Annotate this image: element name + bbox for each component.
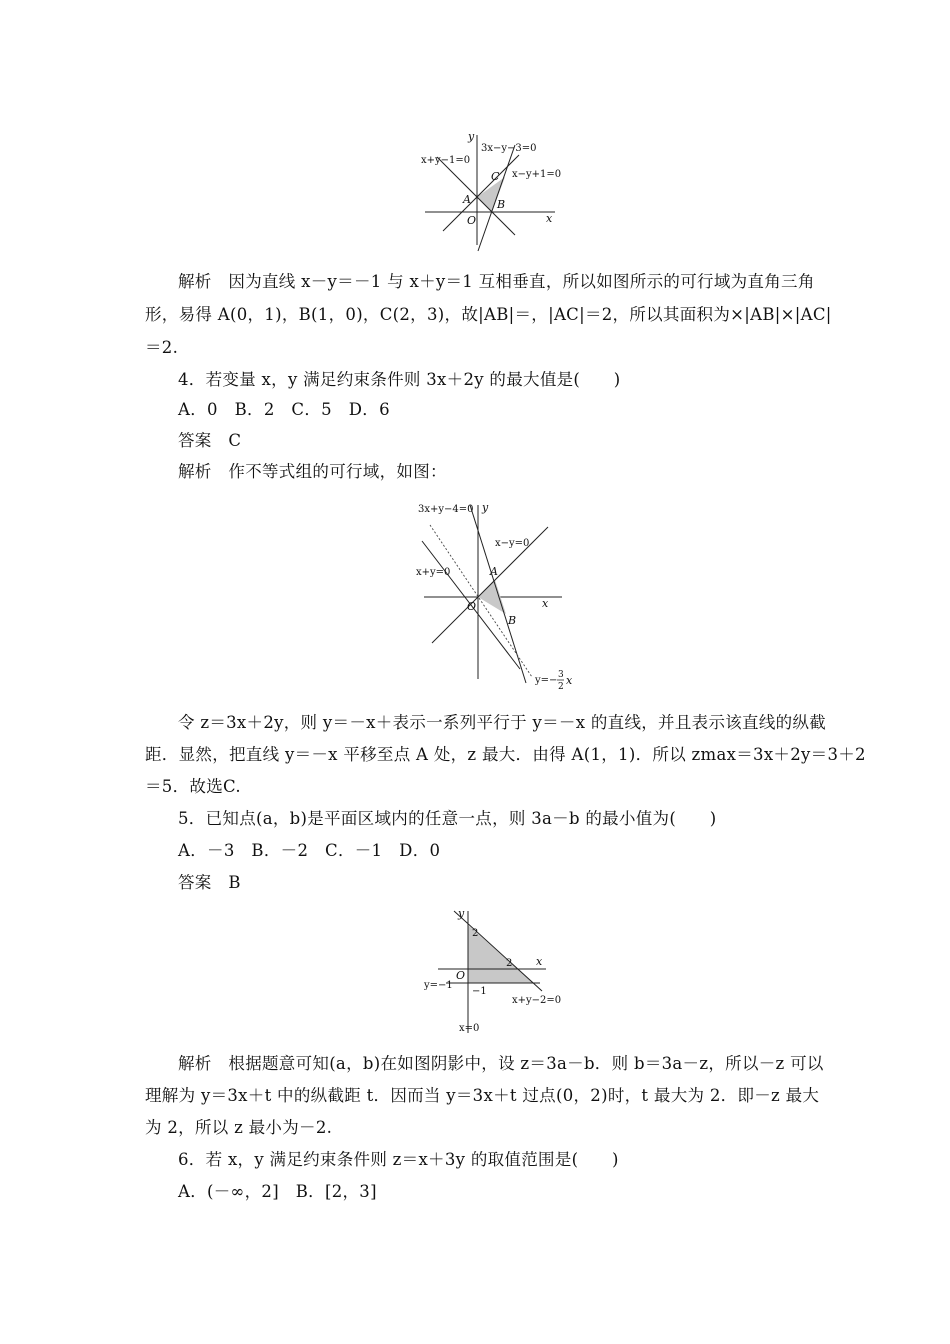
figure-feasible-region-1 xyxy=(415,125,565,255)
line-label-y-minus-1: y=−1 xyxy=(424,980,453,991)
point-label-a: A xyxy=(463,193,471,206)
question-5-options: A．－3 B．－2 C．－1 D．0 xyxy=(178,841,441,860)
y-axis-label: y xyxy=(468,130,475,143)
question-5-stem: 5．已知点(a，b)是平面区域内的任意一点，则 3a－b 的最小值为( ) xyxy=(178,809,717,828)
question-6-options: A．(－∞，2] B．[2，3] xyxy=(178,1182,377,1201)
frac-variable: x xyxy=(566,674,573,687)
line-label-x-y-1: x+y−1=0 xyxy=(421,155,471,166)
analysis-5-line-3: 为 2，所以 z 最小为－2. xyxy=(145,1118,333,1137)
origin-label: O xyxy=(456,969,466,982)
line-label-x-plus-y: x+y=0 xyxy=(416,567,451,578)
solution-line-2: 距．显然，把直线 y＝－x 平移至点 A 处，z 最大．由得 A(1，1)．所以 zmax＝3x＋2y＝3＋2 xyxy=(145,745,866,764)
tick-label-2-y: 2 xyxy=(472,928,479,939)
line-label-3x-y-4: 3x+y−4=0 xyxy=(418,504,474,515)
x-axis-label: x xyxy=(536,955,543,968)
analysis-line-1: 解析 因为直线 x－y＝－1 与 x＋y＝1 互相垂直，所以如图所示的可行域为直角三角 xyxy=(178,272,815,291)
point-label-b: B xyxy=(497,198,506,211)
x-axis-label: x xyxy=(542,597,549,610)
question-5-answer: 答案 B xyxy=(178,873,241,892)
question-6-stem: 6．若 x，y 满足约束条件则 z＝x＋3y 的取值范围是( ) xyxy=(178,1150,619,1169)
solution-line-3: ＝5．故选C. xyxy=(145,777,241,796)
question-4-analysis: 解析 作不等式组的可行域，如图： xyxy=(178,462,447,481)
analysis-line-2: 形，易得 A(0，1)，B(1，0)，C(2，3)，故|AB|＝，|AC|＝2，所以其面积为×|AB|×|AC| xyxy=(145,305,832,324)
solution-line-1: 令 z＝3x＋2y，则 y＝－x＋表示一系列平行于 y＝－x 的直线，并且表示该直线的纵截 xyxy=(178,713,827,732)
y-axis-label: y xyxy=(482,501,489,514)
line-label-x-y: x−y=0 xyxy=(495,538,530,549)
question-4-stem: 4．若变量 x，y 满足约束条件则 3x＋2y 的最大值是( ) xyxy=(178,370,621,389)
point-label-b: B xyxy=(508,614,517,627)
line-label-x-plus-y-minus-2: x+y−2=0 xyxy=(512,995,562,1006)
question-4-answer: 答案 C xyxy=(178,431,242,450)
point-label-c: C xyxy=(491,170,500,183)
analysis-5-line-2: 理解为 y＝3x＋t 中的纵截距 t．因而当 y＝3x＋t 过点(0，2)时，t 最大为 2．即－z 最大 xyxy=(145,1086,820,1105)
tick-label-2-x: 2 xyxy=(506,958,513,969)
line-label-3x-y-3: 3x−y−3=0 xyxy=(481,143,537,154)
question-4-options: A．0 B．2 C．5 D．6 xyxy=(178,400,390,419)
figure-feasible-region-3 xyxy=(418,905,568,1040)
origin-label: O xyxy=(467,600,477,613)
line-label-x-0: x=0 xyxy=(459,1023,480,1034)
line-label-y-frac: y=− xyxy=(535,675,558,686)
figure-feasible-region-2 xyxy=(412,497,582,693)
frac-denominator: 2 xyxy=(558,682,564,692)
frac-numerator: 3 xyxy=(558,670,564,680)
line-label-x-y-plus-1: x−y+1=0 xyxy=(512,169,562,180)
point-label-a: A xyxy=(490,565,498,578)
analysis-5-line-1: 解析 根据题意可知(a，b)在如图阴影中，设 z＝3a－b．则 b＝3a－z，所以－z 可以 xyxy=(178,1054,824,1073)
y-axis-label: y xyxy=(458,907,465,920)
line-x-minus-y xyxy=(432,527,548,643)
origin-label: O xyxy=(467,214,477,227)
tick-label-neg-1: −1 xyxy=(472,986,487,997)
x-axis-label: x xyxy=(546,212,553,225)
analysis-line-3: ＝2. xyxy=(145,338,179,357)
